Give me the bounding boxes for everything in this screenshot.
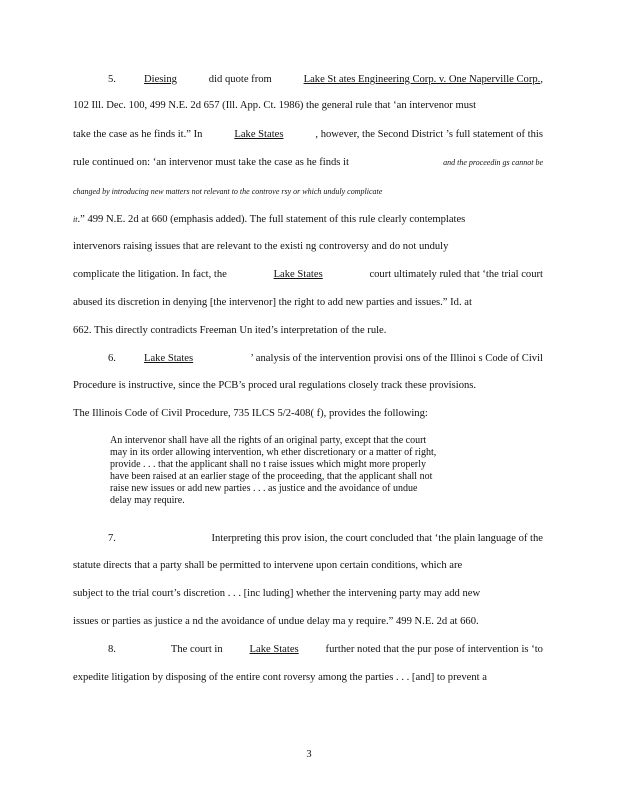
para8-line2 <box>73 671 543 685</box>
text: , <box>540 74 543 85</box>
para7-line2 <box>73 559 543 573</box>
case-name-diesing: Diesing <box>144 74 177 85</box>
para6-number: 6. <box>108 353 116 364</box>
text: rule continued on: ‘an intervenor must take the case as he finds it <box>73 157 349 168</box>
para5-number: 5. <box>108 74 116 85</box>
para5-line2 <box>73 99 543 113</box>
para5-line6 <box>73 213 543 227</box>
para6-line3 <box>73 407 543 421</box>
para7-number: 7. <box>108 533 116 544</box>
text: expedite litigation by disposing of the entire cont roversy among the parties . . . [and] to prevent a <box>73 672 487 683</box>
para6-line1 <box>108 352 543 366</box>
para5-line1 <box>108 73 543 87</box>
text: statute directs that a party shall be permitted to intervene upon certain conditions, which are <box>73 560 463 571</box>
text: Interpreting this prov ision, the court concluded that ‘the plain language of the <box>211 533 543 544</box>
para5-line10 <box>73 324 543 338</box>
quote-line: provide . . . that the applicant shall no t raise issues which might more properly <box>110 459 427 471</box>
case-name-lake-states: Lake States <box>144 353 194 364</box>
emphasis-text: and the proceedin gs cannot be <box>443 158 543 167</box>
para5-line3 <box>73 128 543 142</box>
case-name-lake-states: Lake States <box>273 269 323 280</box>
text: further noted that the pur pose of intervention is ‘to <box>325 644 543 655</box>
para5-line4 <box>73 156 543 170</box>
text: The Illinois Code of Civil Procedure, 735 ILCS 5/2-408( f), provides the following: <box>73 408 428 419</box>
text: ’ analysis of the intervention provisi ons of the Illinoi s Code of Civil <box>250 353 543 364</box>
text: take the case as he finds it.” In <box>73 129 203 140</box>
case-name-lake-states: Lake States <box>249 644 299 655</box>
text: abused its discretion in denying [the intervenor] the right to add new parties and issues.” Id. at <box>73 297 472 308</box>
para6-line2 <box>73 379 543 393</box>
para5-line5 <box>73 185 543 199</box>
page-number: 3 <box>306 749 312 760</box>
text: , however, the Second District ’s full statement of this <box>315 129 543 140</box>
quote-line: have been raised at an earlier stage of the proceeding, that the applicant shall not <box>110 471 433 483</box>
quote-line: raise new issues or add new parties . . . as justice and the avoidance of undue <box>110 483 418 495</box>
case-name-lake-states-full: Lake St ates Engineering Corp. v. One Naperville Corp. <box>303 74 541 85</box>
quote-line: may in its order allowing intervention, wh ether discretionary or a matter of right, <box>110 447 437 459</box>
emphasis-text: it <box>73 215 78 224</box>
emphasis-text: changed by introducing new matters not relevant to the controve rsy or which unduly complicate <box>73 187 383 196</box>
block-quote <box>110 435 436 508</box>
para5-line7 <box>73 240 543 254</box>
quote-line: delay may require. <box>110 495 185 507</box>
para7-line3 <box>73 587 543 601</box>
text: .” 499 N.E. 2d at 660 (emphasis added). The full statement of this rule clearly contemplates <box>77 214 466 225</box>
text: The court in <box>170 644 223 655</box>
text: Procedure is instructive, since the PCB’s proced ural regulations closely track these provisions. <box>73 380 477 391</box>
case-name-lake-states: Lake States <box>234 129 284 140</box>
text: court ultimately ruled that ‘the trial court <box>369 269 543 280</box>
text: issues or parties as justice a nd the avoidance of undue delay ma y require.” 499 N.E. 2d at 660. <box>73 616 479 627</box>
text: 662. This directly contradicts Freeman Un ited’s interpretation of the rule. <box>73 325 387 336</box>
text: subject to the trial court’s discretion . . . [inc luding] whether the intervening party may add new <box>73 588 481 599</box>
para8-line1 <box>108 643 543 657</box>
para5-line8 <box>73 268 543 282</box>
para5-line9 <box>73 296 543 310</box>
para8-number: 8. <box>108 644 116 655</box>
text: 102 Ill. Dec. 100, 499 N.E. 2d 657 (Ill. App. Ct. 1986) the general rule that ‘an intervenor must <box>73 100 477 111</box>
para7-line1 <box>108 532 543 546</box>
text: intervenors raising issues that are relevant to the existi ng controversy and do not unduly <box>73 241 449 252</box>
text: did quote from <box>208 74 272 85</box>
text: complicate the litigation. In fact, the <box>73 269 227 280</box>
quote-line: An intervenor shall have all the rights of an original party, except that the court <box>110 435 427 446</box>
para7-line4 <box>73 615 543 629</box>
